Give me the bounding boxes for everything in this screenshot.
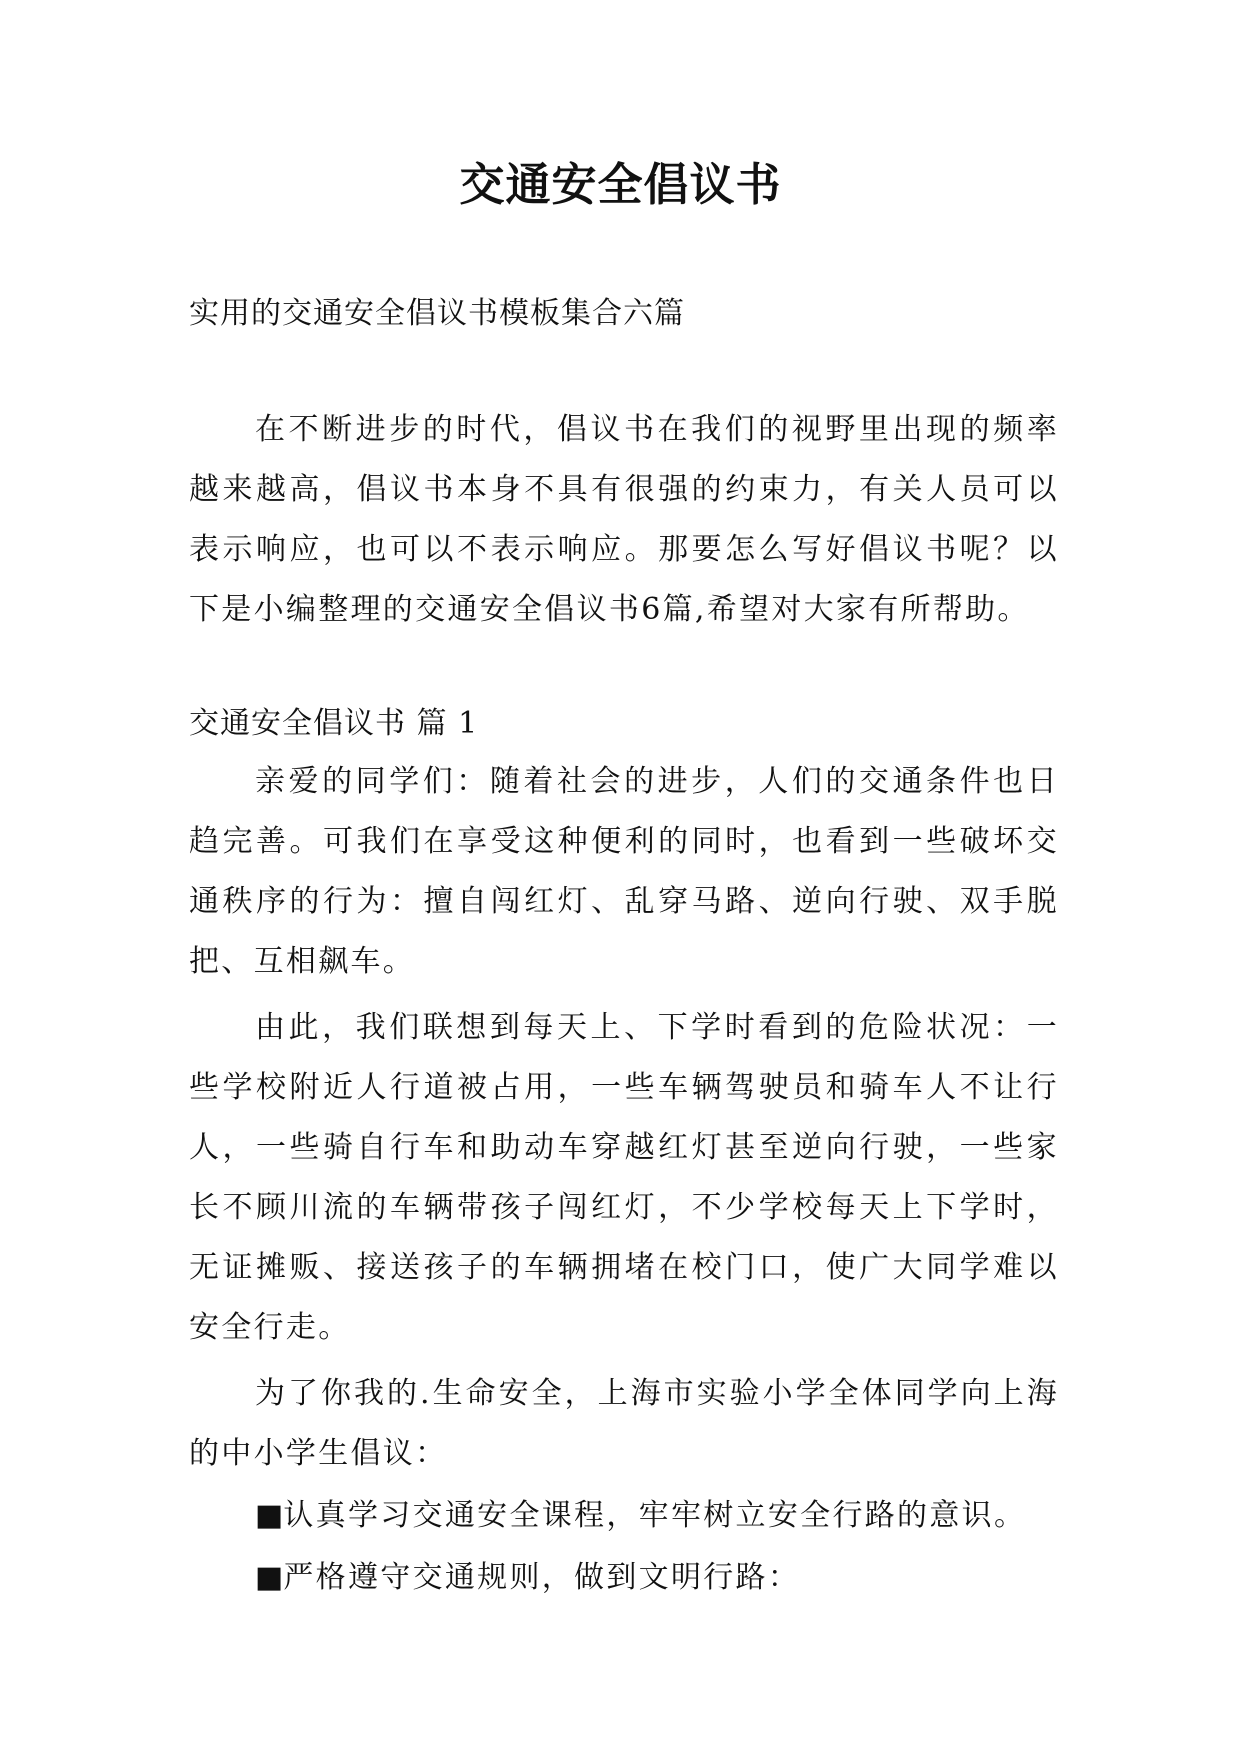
bullet-text: 认真学习交通安全课程，牢牢树立安全行路的意识。 — [283, 1498, 1027, 1533]
section-body — [189, 752, 1059, 1608]
bullet-item — [189, 1486, 1059, 1546]
bullet-text: 严格遵守交通规则，做到文明行路： — [283, 1560, 801, 1595]
square-bullet-icon: ■ — [255, 1498, 284, 1533]
intro-paragraph: 在不断进步的时代，倡议书在我们的视野里出现的频率越来越高，倡议书本身不具有很强的约束力，有关人员可以表示响应，也可以不表示响应。那要怎么写好倡议书呢？以下是小编整理的交通安全倡议书6篇,希望对大家有所帮助。 — [189, 412, 1059, 627]
square-bullet-icon: ■ — [255, 1560, 284, 1595]
section-heading: 交通安全倡议书 篇 1 — [189, 706, 479, 741]
document-subtitle: 实用的交通安全倡议书模板集合六篇 — [189, 296, 685, 331]
body-paragraph: 为了你我的.生命安全，上海市实验小学全体同学向上海的中小学生倡议： — [189, 1376, 1059, 1471]
body-paragraph: 由此，我们联想到每天上、下学时看到的危险状况：一些学校附近人行道被占用，一些车辆驾驶员和骑车人不让行人，一些骑自行车和助动车穿越红灯甚至逆向行驶，一些家长不顾川流的车辆带孩子闯红灯，不少学校每天上下学时，无证摊贩、接送孩子的车辆拥堵在校门口，使广大同学难以安全行走。 — [189, 1010, 1059, 1345]
body-paragraph: 亲爱的同学们：随着社会的进步，人们的交通条件也日趋完善。可我们在享受这种便利的同时，也看到一些破坏交通秩序的行为：擅自闯红灯、乱穿马路、逆向行驶、双手脱把、互相飙车。 — [189, 764, 1059, 979]
document-title: 交通安全倡议书 — [459, 158, 782, 211]
bullet-item — [189, 1548, 1059, 1608]
